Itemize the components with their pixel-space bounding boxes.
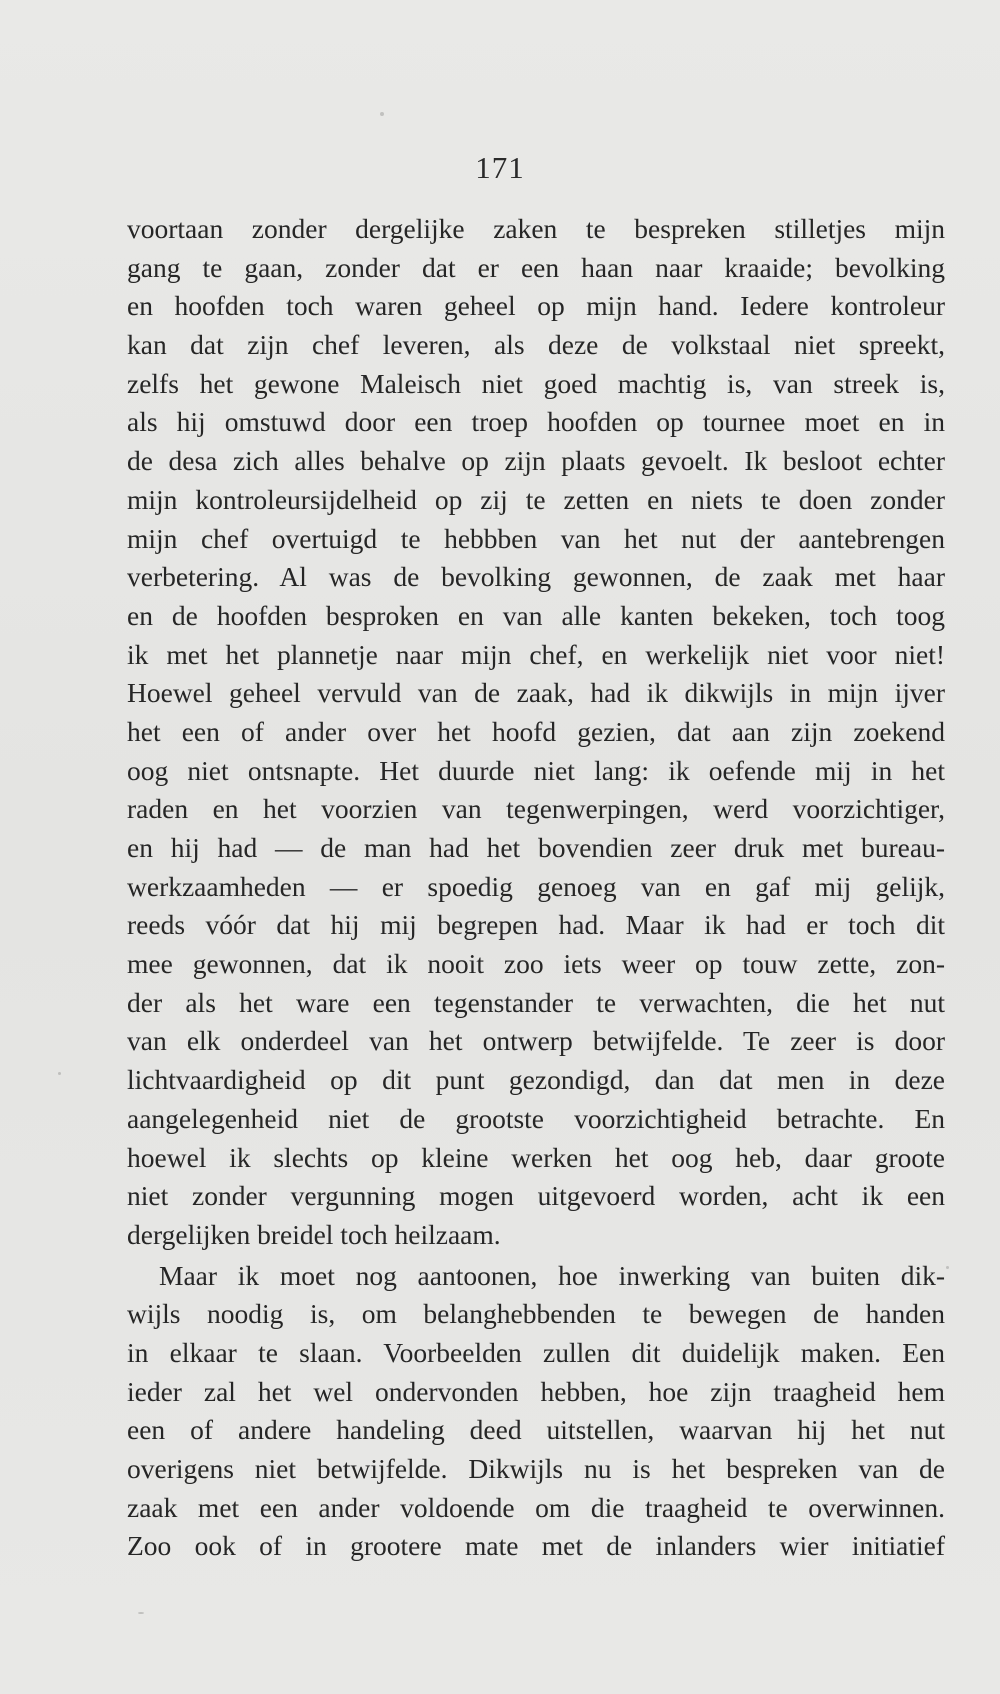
text-line: overigens niet betwijfelde. Dikwijls nu is het bespreken van de	[127, 1453, 945, 1484]
text-line: oog niet ontsnapte. Het duurde niet lang: ik oefende mij in het	[127, 754, 945, 786]
text-line: verbetering. Al was de bevolking gewonnen, de zaak met haar	[127, 561, 945, 593]
body-text	[127, 210, 945, 1566]
text-line: gang te gaan, zonder dat er een haan naar kraaide; bevolking	[127, 251, 945, 283]
text-line: mijn chef overtuigd te hebbben van het nut der aantebrengen	[127, 522, 945, 554]
text-line: en hij had — de man had het bovendien zeer druk met bureau-	[127, 832, 945, 863]
text-line: Zoo ook of in grootere mate met de inlanders wier initiatief	[127, 1530, 945, 1562]
text-line: als hij omstuwd door een troep hoofden op tournee moet en in	[127, 406, 945, 438]
text-line: lichtvaardigheid op dit punt gezondigd, dan dat men in deze	[127, 1064, 945, 1096]
text-line: van elk onderdeel van het ontwerp betwijfelde. Te zeer is door	[127, 1025, 945, 1057]
text-line: raden en het voorzien van tegenwerpingen, werd voorzichtiger,	[127, 793, 945, 825]
text-line: werkzaamheden — er spoedig genoeg van en gaf mij gelijk,	[127, 870, 945, 902]
paper-speck	[138, 1612, 144, 1614]
text-line: in elkaar te slaan. Voorbeelden zullen dit duidelijk maken. Een	[127, 1336, 945, 1368]
text-line: zelfs het gewone Maleisch niet goed machtig is, van streek is,	[127, 367, 945, 399]
text-line: kan dat zijn chef leveren, als deze de volkstaal niet spreekt,	[127, 329, 945, 361]
text-line: ik met het plannetje naar mijn chef, en werkelijk niet voor niet!	[127, 638, 945, 670]
page-number: 171	[475, 150, 525, 185]
text-line: Maar ik moet nog aantoonen, hoe inwerking van buiten dik-	[159, 1259, 945, 1291]
text-line: aangelegenheid niet de grootste voorzichtigheid betrachte. En	[127, 1102, 945, 1134]
text-line: en hoofden toch waren geheel op mijn hand. Iedere kontroleur	[127, 290, 945, 322]
paper-speck	[58, 1072, 61, 1075]
text-line: mijn kontroleursijdelheid op zij te zetten en niets te doen zonder	[127, 483, 945, 515]
text-line: en de hoofden besproken en van alle kanten bekeken, toch toog	[127, 599, 945, 631]
text-line: het een of ander over het hoofd gezien, dat aan zijn zoekend	[127, 715, 945, 747]
text-line: hoewel ik slechts op kleine werken het oog heb, daar groote	[127, 1141, 945, 1173]
text-line: wijls noodig is, om belanghebbenden te bewegen de handen	[127, 1298, 945, 1330]
paper-speck	[380, 112, 384, 116]
text-line: Hoewel geheel vervuld van de zaak, had ik dikwijls in mijn ijver	[127, 677, 945, 709]
paper-speck	[946, 1266, 949, 1269]
text-line: voortaan zonder dergelijke zaken te bespreken stilletjes mijn	[127, 213, 945, 244]
text-line: dergelijken breidel toch heilzaam.	[127, 1218, 501, 1250]
text-line: der als het ware een tegenstander te verwachten, die het nut	[127, 986, 945, 1018]
text-line: een of andere handeling deed uitstellen, waarvan hij het nut	[127, 1414, 945, 1446]
text-line: niet zonder vergunning mogen uitgevoerd worden, acht ik een	[127, 1180, 945, 1212]
text-line: de desa zich alles behalve op zijn plaats gevoelt. Ik besloot echter	[127, 445, 945, 477]
text-line: zaak met een ander voldoende om die traagheid te overwinnen.	[127, 1491, 945, 1523]
text-line: mee gewonnen, dat ik nooit zoo iets weer op touw zette, zon-	[127, 948, 945, 980]
text-line: reeds vóór dat hij mij begrepen had. Maar ik had er toch dit	[127, 909, 945, 941]
text-line: ieder zal het wel ondervonden hebben, hoe zijn traagheid hem	[127, 1375, 945, 1407]
